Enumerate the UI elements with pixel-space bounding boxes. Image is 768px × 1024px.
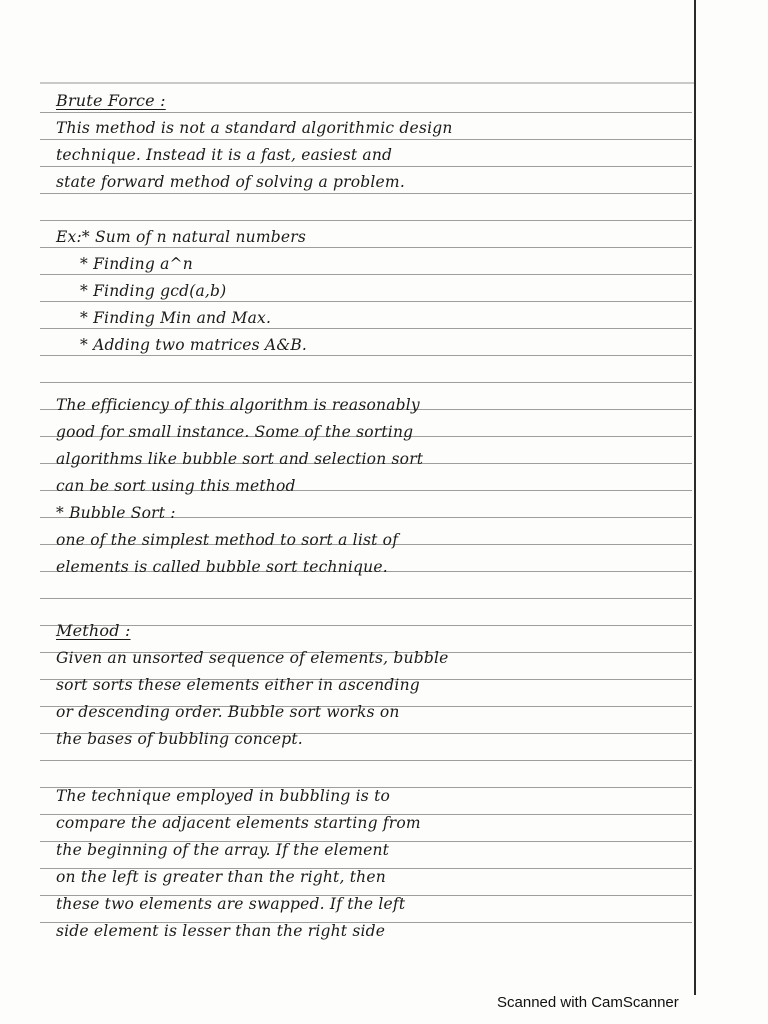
note-line: sort sorts these elements either in ascending — [56, 676, 420, 694]
note-line: This method is not a standard algorithmic design — [56, 119, 453, 137]
notebook-spine-line — [694, 0, 696, 995]
note-line: Method : — [56, 621, 131, 640]
scanner-watermark: Scanned with CamScanner — [497, 994, 679, 1011]
ruled-line — [40, 220, 692, 221]
note-line: elements is called bubble sort technique. — [56, 558, 388, 576]
ruled-line — [40, 598, 692, 599]
note-line: The technique employed in bubbling is to — [56, 787, 391, 805]
ruled-line — [40, 625, 692, 626]
note-line: or descending order. Bubble sort works on — [56, 703, 400, 721]
note-line: Ex:* Sum of n natural numbers — [56, 228, 306, 246]
note-line: * Adding two matrices A&B. — [80, 336, 308, 354]
note-line: Brute Force : — [56, 91, 166, 110]
note-line: * Finding Min and Max. — [80, 309, 272, 327]
ruled-line — [40, 760, 692, 761]
note-line: * Bubble Sort : — [56, 504, 176, 522]
note-line: the bases of bubbling concept. — [56, 730, 303, 748]
note-line: algorithms like bubble sort and selection sort — [56, 450, 424, 468]
note-line: one of the simplest method to sort a list of — [56, 531, 399, 549]
note-line: Given an unsorted sequence of elements, bubble — [56, 649, 449, 667]
note-line: state forward method of solving a problem. — [56, 173, 405, 191]
note-line: on the left is greater than the right, then — [56, 868, 386, 886]
note-line: the beginning of the array. If the element — [56, 841, 390, 859]
note-line: The efficiency of this algorithm is reasonably — [56, 396, 420, 414]
note-line: these two elements are swapped. If the left — [56, 895, 406, 913]
note-line: * Finding gcd(a,b) — [80, 282, 227, 300]
ruled-line — [40, 382, 692, 383]
note-line: * Finding a^n — [80, 255, 193, 273]
note-line: good for small instance. Some of the sorting — [56, 423, 414, 441]
note-line: technique. Instead it is a fast, easiest and — [56, 146, 393, 164]
note-line: can be sort using this method — [56, 477, 296, 495]
note-line: side element is lesser than the right side — [56, 922, 386, 940]
note-line: compare the adjacent elements starting from — [56, 814, 421, 832]
